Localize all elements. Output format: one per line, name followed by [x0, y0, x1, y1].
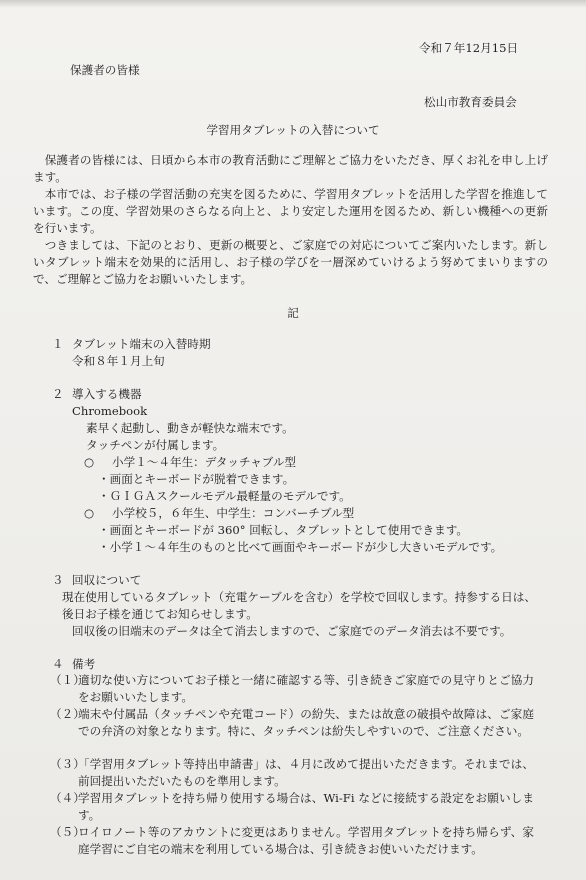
section-4-title: 備考 [72, 657, 96, 671]
section-3-number: ３ [52, 573, 64, 587]
option-1-marker: ○ [84, 455, 95, 469]
section-1-body: 令和８年１月上旬 [72, 354, 165, 368]
option-2-bullet-2: ・小学１～４年生のものと比べて画面やキーボードが少し大きいモデルです。 [98, 540, 503, 554]
intro-p3-text: つきましては、下記のとおり、更新の概要と、ご家庭での対応についてご案内いたします。新しいタブレット端末を効果的に活用し、お子様の学びを一層深めていけるよう努めてまいりますので、ご理解とご協力をお願いいたします。 [33, 238, 548, 286]
option-1-bullet-1: ・画面とキーボードが脱着できます。 [98, 472, 295, 486]
device-name: Chromebook [72, 404, 148, 418]
section-1-number: １ [52, 337, 64, 351]
section-1-title: タブレット端末の入替時期 [72, 337, 211, 351]
sender: 松山市教育委員会 [424, 95, 517, 109]
section-2-number: ２ [52, 387, 64, 401]
device-desc-2: タッチペンが付属します。 [86, 438, 225, 452]
option-2-title: 小学校５，６年生、中学生：コンバーチブル型 [112, 506, 355, 520]
intro-p2-text: 本市では、お子様の学習活動の充実を図るために、学習用タブレットを活用した学習を推進しています。この度、学習効果のさらなる向上と、より安定した運用を図るため、新しい機種への更新を行います。 [33, 187, 548, 235]
intro-paragraph-1 [33, 152, 548, 186]
page-edge-shadow [0, 0, 586, 8]
section-2-title: 導入する機器 [72, 387, 142, 401]
section-3-paragraph-2: 回収後の旧端末のデータは全て消去しますので、ご家庭でのデータ消去は不要です。 [72, 624, 512, 638]
document-title: 学習用タブレットの入替について [206, 123, 380, 137]
note-5-text: ロイロノート等のアカウントに変更はありません。学習用タブレットを持ち帰らず、家庭学習にご自宅の端末を利用している場合は、引き続きお使いいただけます。 [78, 825, 534, 856]
note-1-number: （１） [50, 673, 85, 687]
option-2-bullet-1: ・画面とキーボードが 360° 回転し、タブレットとして使用できます。 [98, 523, 469, 537]
note-5-number: （５） [50, 825, 85, 839]
intro-paragraph-3 [33, 237, 548, 288]
note-3-number: （３） [50, 757, 85, 771]
note-1-text: 適切な使い方についてお子様と一緒に確認する等、引き続きご家庭での見守りとご協力をお願いいたします。 [78, 673, 534, 704]
note-4-text: 学習用タブレットを持ち帰り使用する場合は、Wi-Fi などに接続する設定をお願いします。 [78, 791, 534, 822]
option-1-title: 小学１～４年生：デタッチャブル型 [112, 455, 297, 469]
section-3-paragraph-1: 現在使用しているタブレット（充電ケーブルを含む）を学校で回収します。持参する日は、後日お子様を通じてお知らせします。 [62, 590, 536, 621]
issue-date: 令和７年12月15日 [419, 41, 519, 55]
note-2-text: 端末や付属品（タッチペンや充電コード）の紛失、または故意の破損や故障は、ご家庭での弁済の対象となります。特に、タッチペンは紛失しやすいので、ご注意ください。 [78, 707, 534, 738]
addressee: 保護者の皆様 [70, 63, 140, 77]
ki-heading: 記 [287, 306, 299, 320]
intro-paragraph-2 [33, 186, 548, 237]
section-4-number: ４ [52, 657, 64, 671]
note-4-number: （４） [50, 791, 85, 805]
note-3-text: 「学習用タブレット等持出申請書」は、４月に改めて提出いただきます。それまでは、前回提出いただいたものを準用します。 [78, 757, 534, 788]
intro-p1-text: 保護者の皆様には、日頃から本市の教育活動にご理解とご協力をいただき、厚くお礼を申し上げます。 [33, 153, 548, 184]
option-1-bullet-2: ・ＧＩＧＡスクールモデル最軽量のモデルです。 [98, 489, 351, 503]
note-2-number: （２） [50, 707, 85, 721]
device-desc-1: 素早く起動し、動きが軽快な端末です。 [86, 421, 294, 435]
section-3-title: 回収について [72, 573, 142, 587]
option-2-marker: ○ [84, 506, 95, 520]
